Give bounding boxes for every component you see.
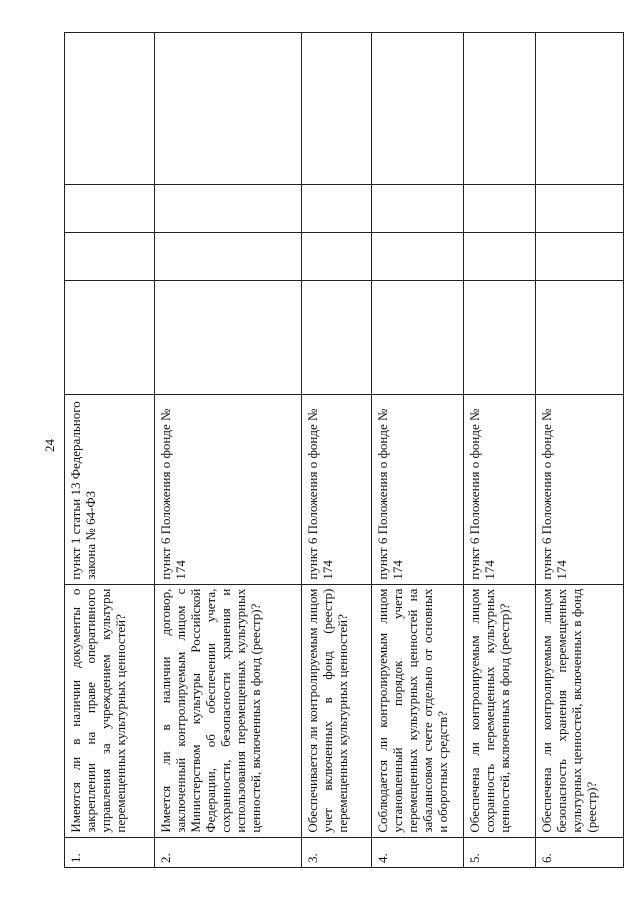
row-number: 5. bbox=[463, 837, 535, 867]
answer-cell bbox=[301, 281, 371, 395]
row-number: 1. bbox=[65, 837, 155, 867]
reference-cell: пункт 6 Положения о фонде № 174 bbox=[371, 394, 463, 584]
answer-cell bbox=[155, 184, 302, 232]
answer-cell bbox=[65, 232, 155, 280]
reference-cell: пункт 6 Положения о фонде № 174 bbox=[301, 394, 371, 584]
question-cell: Обеспечена ли контролируемым лицом безопасность хранения перемещенных культурных ценностей, включенных в фонд (реестр)? bbox=[536, 584, 624, 837]
answer-cell bbox=[155, 281, 302, 395]
answer-cell bbox=[301, 232, 371, 280]
row-number: 4. bbox=[371, 837, 463, 867]
question-cell: Имеются ли в наличии документы о закреплении на праве оперативного управления за учреждением культуры перемещенных культурных ценностей? bbox=[65, 584, 155, 837]
reference-cell: пункт 6 Положения о фонде № 174 bbox=[536, 394, 624, 584]
question-cell: Обеспечена ли контролируемым лицом сохранность перемещенных культурных ценностей, включенных в фонд (реестр)? bbox=[463, 584, 535, 837]
page-number: 24 bbox=[42, 439, 57, 452]
answer-cell bbox=[371, 184, 463, 232]
reference-cell: пункт 1 статьи 13 Федерального закона № 64-ФЗ bbox=[65, 394, 155, 584]
note-cell bbox=[155, 33, 302, 185]
table-row bbox=[371, 33, 463, 868]
reference-cell: пункт 6 Положения о фонде № 174 bbox=[155, 394, 302, 584]
row-number: 2. bbox=[155, 837, 302, 867]
answer-cell bbox=[301, 184, 371, 232]
table-row bbox=[65, 33, 155, 868]
answer-cell bbox=[536, 232, 624, 280]
answer-cell bbox=[463, 232, 535, 280]
answer-cell bbox=[463, 184, 535, 232]
table-row bbox=[463, 33, 535, 868]
rotated-table-container bbox=[64, 32, 624, 868]
note-cell bbox=[371, 33, 463, 185]
answer-cell bbox=[65, 281, 155, 395]
note-cell bbox=[301, 33, 371, 185]
table-row bbox=[155, 33, 302, 868]
note-cell bbox=[65, 33, 155, 185]
row-number: 3. bbox=[301, 837, 371, 867]
note-cell bbox=[463, 33, 535, 185]
answer-cell bbox=[463, 281, 535, 395]
answer-cell bbox=[65, 184, 155, 232]
reference-cell: пункт 6 Положения о фонде № 174 bbox=[463, 394, 535, 584]
question-cell: Имеется ли в наличии договор, заключенный контролируемым лицом с Министерством культуры Российской Федерации, об обеспечении учета, сохранности, безопасности хранения и использования перемещенных культурных ценностей, включенных в фонд (реестр)? bbox=[155, 584, 302, 837]
checklist-table bbox=[64, 32, 624, 868]
answer-cell bbox=[371, 232, 463, 280]
answer-cell bbox=[155, 232, 302, 280]
answer-cell bbox=[371, 281, 463, 395]
table-row bbox=[301, 33, 371, 868]
row-number: 6. bbox=[536, 837, 624, 867]
table-row bbox=[536, 33, 624, 868]
answer-cell bbox=[536, 184, 624, 232]
note-cell bbox=[536, 33, 624, 185]
answer-cell bbox=[536, 281, 624, 395]
question-cell: Обеспечивается ли контролируемым лицом учет включенных в фонд (реестр) перемещенных культурных ценностей? bbox=[301, 584, 371, 837]
question-cell: Соблюдается ли контролируемым лицом установленный порядок учета перемещенных культурных ценностей на забалансовом счете отдельно от основных и оборотных средств? bbox=[371, 584, 463, 837]
